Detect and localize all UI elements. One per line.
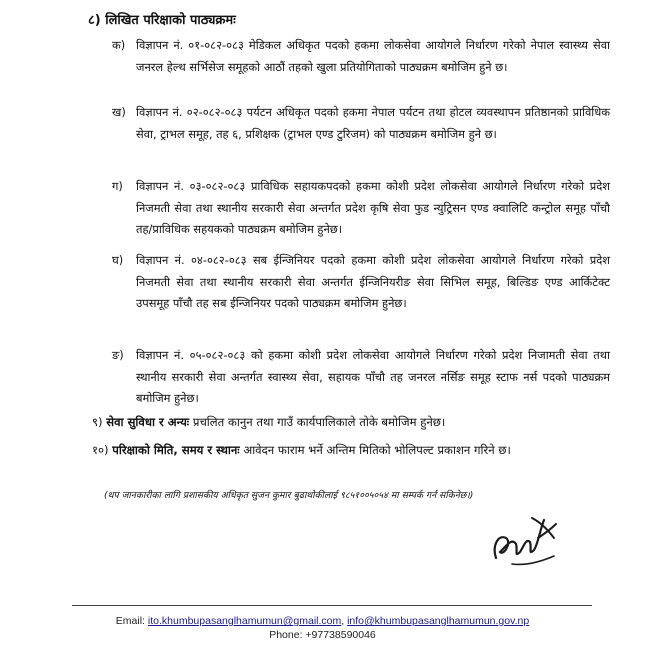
syllabus-item-nga bbox=[112, 345, 610, 410]
footer-phone-line bbox=[0, 629, 645, 641]
item-text: विज्ञापन नं. ०१-०८२-०८३ मेडिकल अधिकृत पदको हकमा लोकसेवा आयोगले निर्धारण गरेको नेपाल स्वास्थ्य सेवा जनरल हेल्थ सर्भिसेज समूहको आठौं तहको खुला प्रतियोगिताको पाठ्यक्रम बमोजिम हुने छ। bbox=[136, 38, 610, 74]
line-text: प्रचलित कानुन तथा गाउँ कार्यपालिकाले तोके बमोजिम हुनेछ। bbox=[192, 415, 446, 429]
item-text: विज्ञापन नं. ०३-०८२-०८३ प्राविधिक सहायकपदको हकमा कोशी प्रदेश लोकसेवा आयोगले निर्धारण गरेको प्रदेश निजमती सेवा तथा स्थानीय सरकारी सेवा अन्तर्गत प्रदेश कृषि सेवा फुड न्युट्रिसन एण्ड क्वालिटि कन्ट्रोल समूह पाँचौ तह/प्राविधिक सहयकको पाठ्यक्रम बमोजिम हुनेछ। bbox=[136, 179, 610, 236]
section-title: लिखित परिक्षाको पाठ्यक्रमः bbox=[105, 13, 236, 28]
footer-divider bbox=[72, 605, 592, 606]
email-link-2[interactable]: info@khumbupasanglhamumun.gov.np bbox=[347, 615, 530, 627]
signature-icon bbox=[482, 508, 562, 570]
syllabus-item-kha bbox=[112, 102, 610, 145]
item-text: विज्ञापन नं. ०४-०८२-०८३ सब ईन्जिनियर पदको हकमा कोशी प्रदेश लोकसेवा आयोगले निर्धारण गरेको प्रदेश निजमती सेवा तथा स्थानीय सरकारी सेवा अन्तर्गत ईन्जिनियरीङ सेवा सिभिल समूह, बिल्डिङ एण्ड आर्किटेक्ट उपसमूह पाँचौ तह सब ईन्जिनियर पदको पाठ्यक्रम बमोजिम हुनेछ। bbox=[136, 253, 610, 310]
item-marker: ङ) bbox=[112, 348, 124, 362]
item-text: विज्ञापन नं. ०५-०८२-०८३ को हकमा कोशी प्रदेश लोकसेवा आयोगले निर्धारण गरेको प्रदेश निजामती सेवा तथा स्थानीय सरकारी सेवा अन्तर्गत स्वास्थ्य सेवा, सहायक पाँचौ तह जनरल नर्सिङ समूह स्टाफ नर्स पदको पाठ्यक्रम बमोजिम हुनेछ। bbox=[136, 348, 611, 405]
item-marker: ख) bbox=[112, 105, 126, 119]
line-heading: सेवा सुविधा र अन्यः bbox=[106, 415, 190, 429]
email-label: Email: bbox=[115, 615, 145, 627]
line-heading: परिक्षाको मिति, समय र स्थानः bbox=[112, 443, 240, 457]
phone-number: +97738590046 bbox=[305, 629, 376, 641]
exam-date-line bbox=[92, 440, 612, 461]
phone-label: Phone: bbox=[269, 629, 303, 641]
syllabus-item-ga bbox=[112, 176, 610, 241]
line-text: आवेदन फाराम भर्ने अन्तिम मितिको भोलिपल्ट प्रकाशन गरिने छ। bbox=[243, 443, 511, 457]
email-link-1[interactable]: ito.khumbupasanglhamumun@gmail.com bbox=[147, 615, 342, 627]
syllabus-item-ka bbox=[112, 35, 610, 78]
item-text: विज्ञापन नं. ०२-०८२-०८३ पर्यटन अधिकृत पदको हकमा नेपाल पर्यटन तथा होटल व्यवस्थापन प्रतिष्ठानको प्राविधिक सेवा, ट्राभल समूह, तह ६, प्रशिक्षक (ट्राभल एण्ड टुरिजम) को पाठ्यक्रम बमोजिम हुने छ। bbox=[136, 105, 610, 141]
line-number: ९) bbox=[92, 415, 103, 429]
syllabus-item-gha bbox=[112, 250, 610, 315]
item-marker: क) bbox=[112, 38, 126, 52]
item-marker: ग) bbox=[112, 179, 123, 193]
section-heading bbox=[88, 10, 608, 28]
item-marker: घ) bbox=[112, 253, 124, 267]
line-number: १०) bbox=[92, 443, 109, 457]
contact-note: (थप जानकारीका लागि प्रशासकीय अधिकृत सुजन कुमार बुढाथोकीलाई ९८५१००५०५४ मा सम्पर्क गर्न सकिनेछ।) bbox=[104, 490, 474, 501]
footer-email-line bbox=[0, 615, 645, 627]
service-facilities-line bbox=[92, 412, 612, 433]
section-number: ८) bbox=[88, 13, 101, 28]
email-separator: , bbox=[341, 615, 345, 627]
